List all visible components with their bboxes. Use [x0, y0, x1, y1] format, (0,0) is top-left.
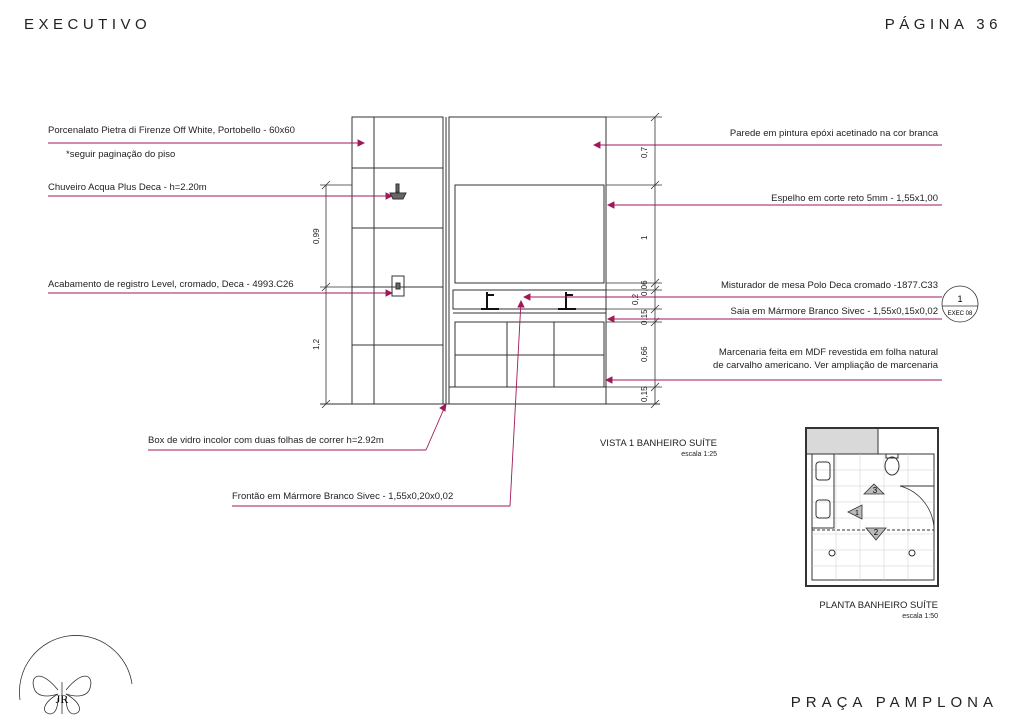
valve-trim-icon — [392, 276, 404, 296]
tiled-wall — [352, 117, 443, 404]
dim-right-006: 0,06 — [640, 280, 649, 296]
dim-right-015b: 0,15 — [640, 386, 649, 402]
elevation-title: VISTA 1 BANHEIRO SUÍTE — [599, 438, 717, 449]
section-header: EXECUTIVO — [24, 16, 152, 33]
dim-left-12: 1,2 — [312, 338, 321, 350]
note-mixer: Misturador de mesa Polo Deca cromado -1877.C33 — [720, 280, 938, 291]
elevation-scale: escala 1:25 — [681, 451, 717, 458]
view-marker-3: 3 — [872, 486, 878, 495]
mirror — [455, 185, 604, 283]
note-cabinetry-2: de carvalho americano. Ver ampliação de marcenaria — [713, 360, 938, 371]
view-marker-2: 2 — [873, 528, 879, 537]
floor-plan — [806, 428, 938, 586]
dim-right-066: 0,66 — [640, 346, 649, 362]
detail-number: 1 — [957, 294, 963, 304]
dim-left-099: 0,99 — [312, 228, 321, 244]
plan-title: PLANTA BANHEIRO SUÍTE — [819, 600, 938, 611]
note-mirror: Espelho em corte reto 5mm - 1,55x1,00 — [771, 193, 938, 204]
note-skirt: Saia em Mármore Branco Sivec - 1,55x0,15x0,02 — [730, 306, 938, 317]
note-valve: Acabamento de registro Level, cromado, Deca - 4993.C26 — [48, 279, 294, 290]
dim-right-02: 0,2 — [631, 293, 640, 305]
detail-sheet: EXEC 08 — [947, 311, 973, 317]
note-wall-paint: Parede em pintura epóxi acetinado na cor branca — [729, 128, 938, 139]
view-markers — [848, 484, 886, 540]
note-porcelain: Porcenalato Pietra di Firenze Off White, Portobello - 60x60 — [48, 125, 295, 136]
butterfly-logo-icon — [19, 635, 132, 714]
dim-right-07: 0,7 — [640, 146, 649, 158]
dim-right-1: 1 — [640, 235, 649, 240]
note-backsplash: Frontão em Mármore Branco Sivec - 1,55x0,20x0,02 — [232, 491, 454, 502]
note-glass-box: Box de vidro incolor com duas folhas de correr h=2.92m — [148, 435, 384, 446]
view-marker-1: 1 — [855, 510, 859, 517]
logo-text: JR — [55, 692, 69, 706]
note-cabinetry-1: Marcenaria feita em MDF revestida em folha natural — [718, 347, 938, 358]
shower-head-icon — [390, 184, 406, 199]
note-floor-pattern: *seguir paginação do piso — [66, 149, 176, 160]
dim-right-015a: 0,15 — [640, 309, 649, 325]
note-shower: Chuveiro Acqua Plus Deca - h=2.20m — [48, 182, 207, 193]
plan-scale: escala 1:50 — [902, 613, 938, 620]
project-name: PRAÇA PAMPLONA — [790, 694, 998, 711]
page-number: PÁGINA 36 — [884, 16, 1002, 33]
